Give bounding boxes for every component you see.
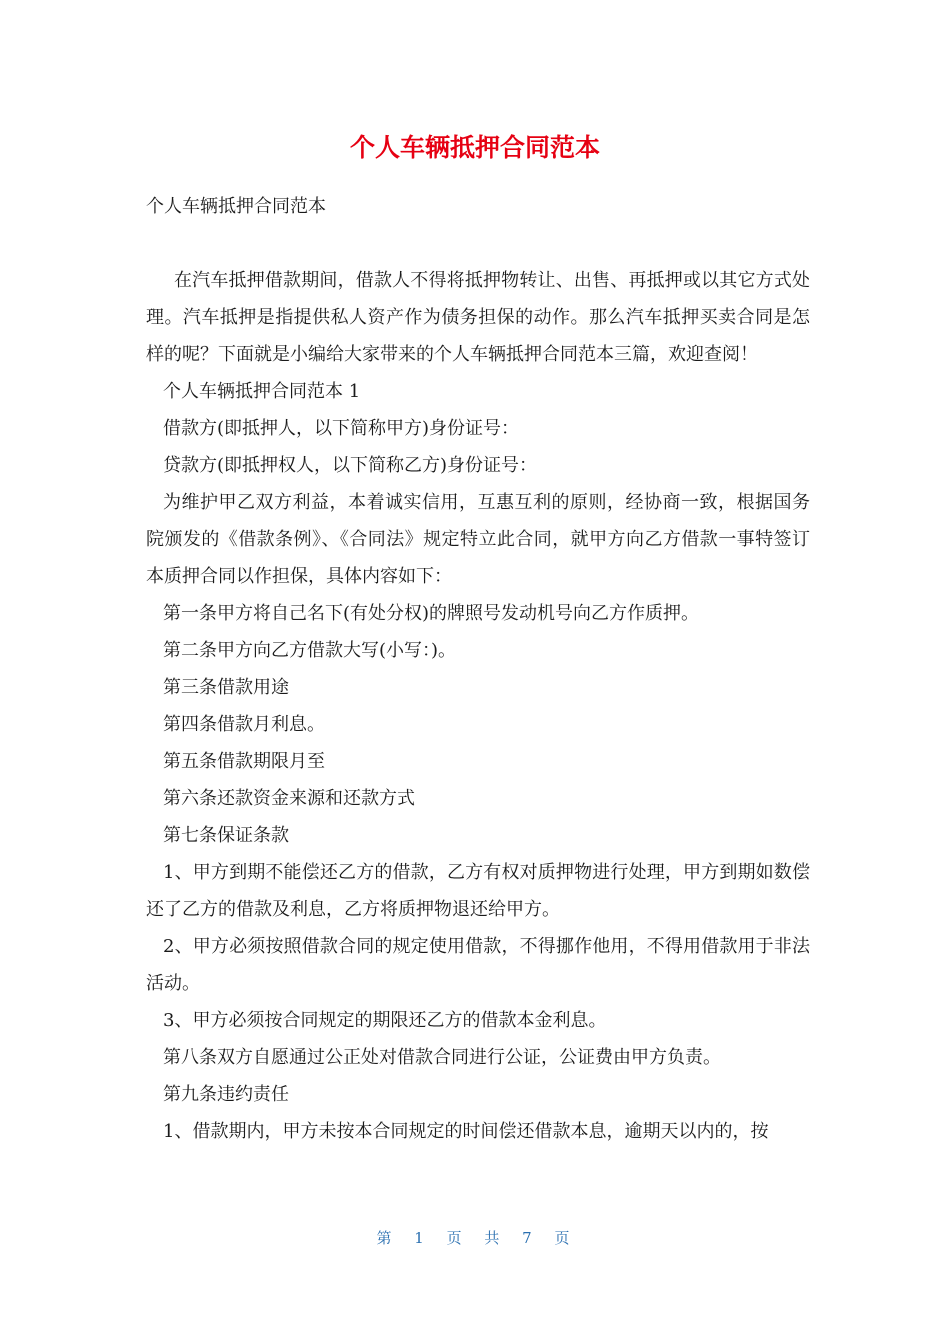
- paragraph: 第一条甲方将自己名下(有处分权)的牌照号发动机号向乙方作质押。: [163, 603, 700, 624]
- paragraph: 第七条保证条款: [163, 825, 289, 846]
- paragraph: 2、甲方必须按照借款合同的规定使用借款，不得挪作他用，不得用借款用于非法活动。: [146, 936, 810, 994]
- paragraph: 第五条借款期限月至: [163, 751, 325, 772]
- paragraph: 借款方(即抵押人，以下简称甲方)身份证号：: [163, 418, 520, 439]
- paragraph: 第九条违约责任: [163, 1084, 289, 1105]
- intro-paragraph: 在汽车抵押借款期间，借款人不得将抵押物转让、出售、再抵押或以其它方式处理。汽车抵押是指提供私人资产作为债务担保的动作。那么汽车抵押买卖合同是怎样的呢？下面就是小编给大家带来的个人车辆抵押合同范本三篇，欢迎查阅！: [146, 270, 810, 365]
- paragraph: 为维护甲乙双方利益，本着诚实信用，互惠互利的原则，经协商一致，根据国务院颁发的《借款条例》、《合同法》规定特立此合同，就甲方向乙方借款一事特签订本质押合同以作担保，具体内容如下：: [146, 492, 810, 587]
- paragraph: 贷款方(即抵押权人，以下简称乙方)身份证号：: [163, 455, 538, 476]
- paragraph: 第三条借款用途: [163, 677, 289, 698]
- paragraph: 1、甲方到期不能偿还乙方的借款，乙方有权对质押物进行处理，甲方到期如数偿还了乙方的借款及利息，乙方将质押物退还给甲方。: [146, 862, 810, 920]
- paragraph: 第二条甲方向乙方借款大写(小写：)。: [163, 640, 457, 661]
- paragraph: 3、甲方必须按合同规定的期限还乙方的借款本金利息。: [163, 1010, 607, 1031]
- paragraph: 第六条还款资金来源和还款方式: [163, 788, 415, 809]
- paragraph: 第四条借款月利息。: [163, 714, 325, 735]
- document-body: [146, 262, 810, 1150]
- paragraph: 个人车辆抵押合同范本 1: [163, 381, 361, 402]
- document-subtitle: 个人车辆抵押合同范本: [146, 196, 326, 217]
- page-number-footer: 第 1 页 共 7 页: [376, 1229, 574, 1247]
- paragraph: 第八条双方自愿通过公正处对借款合同进行公证，公证费由甲方负责。: [163, 1047, 721, 1068]
- paragraph: 1、借款期内，甲方未按本合同规定的时间偿还借款本息，逾期天以内的，按: [163, 1121, 769, 1142]
- document-title: 个人车辆抵押合同范本: [349, 133, 600, 162]
